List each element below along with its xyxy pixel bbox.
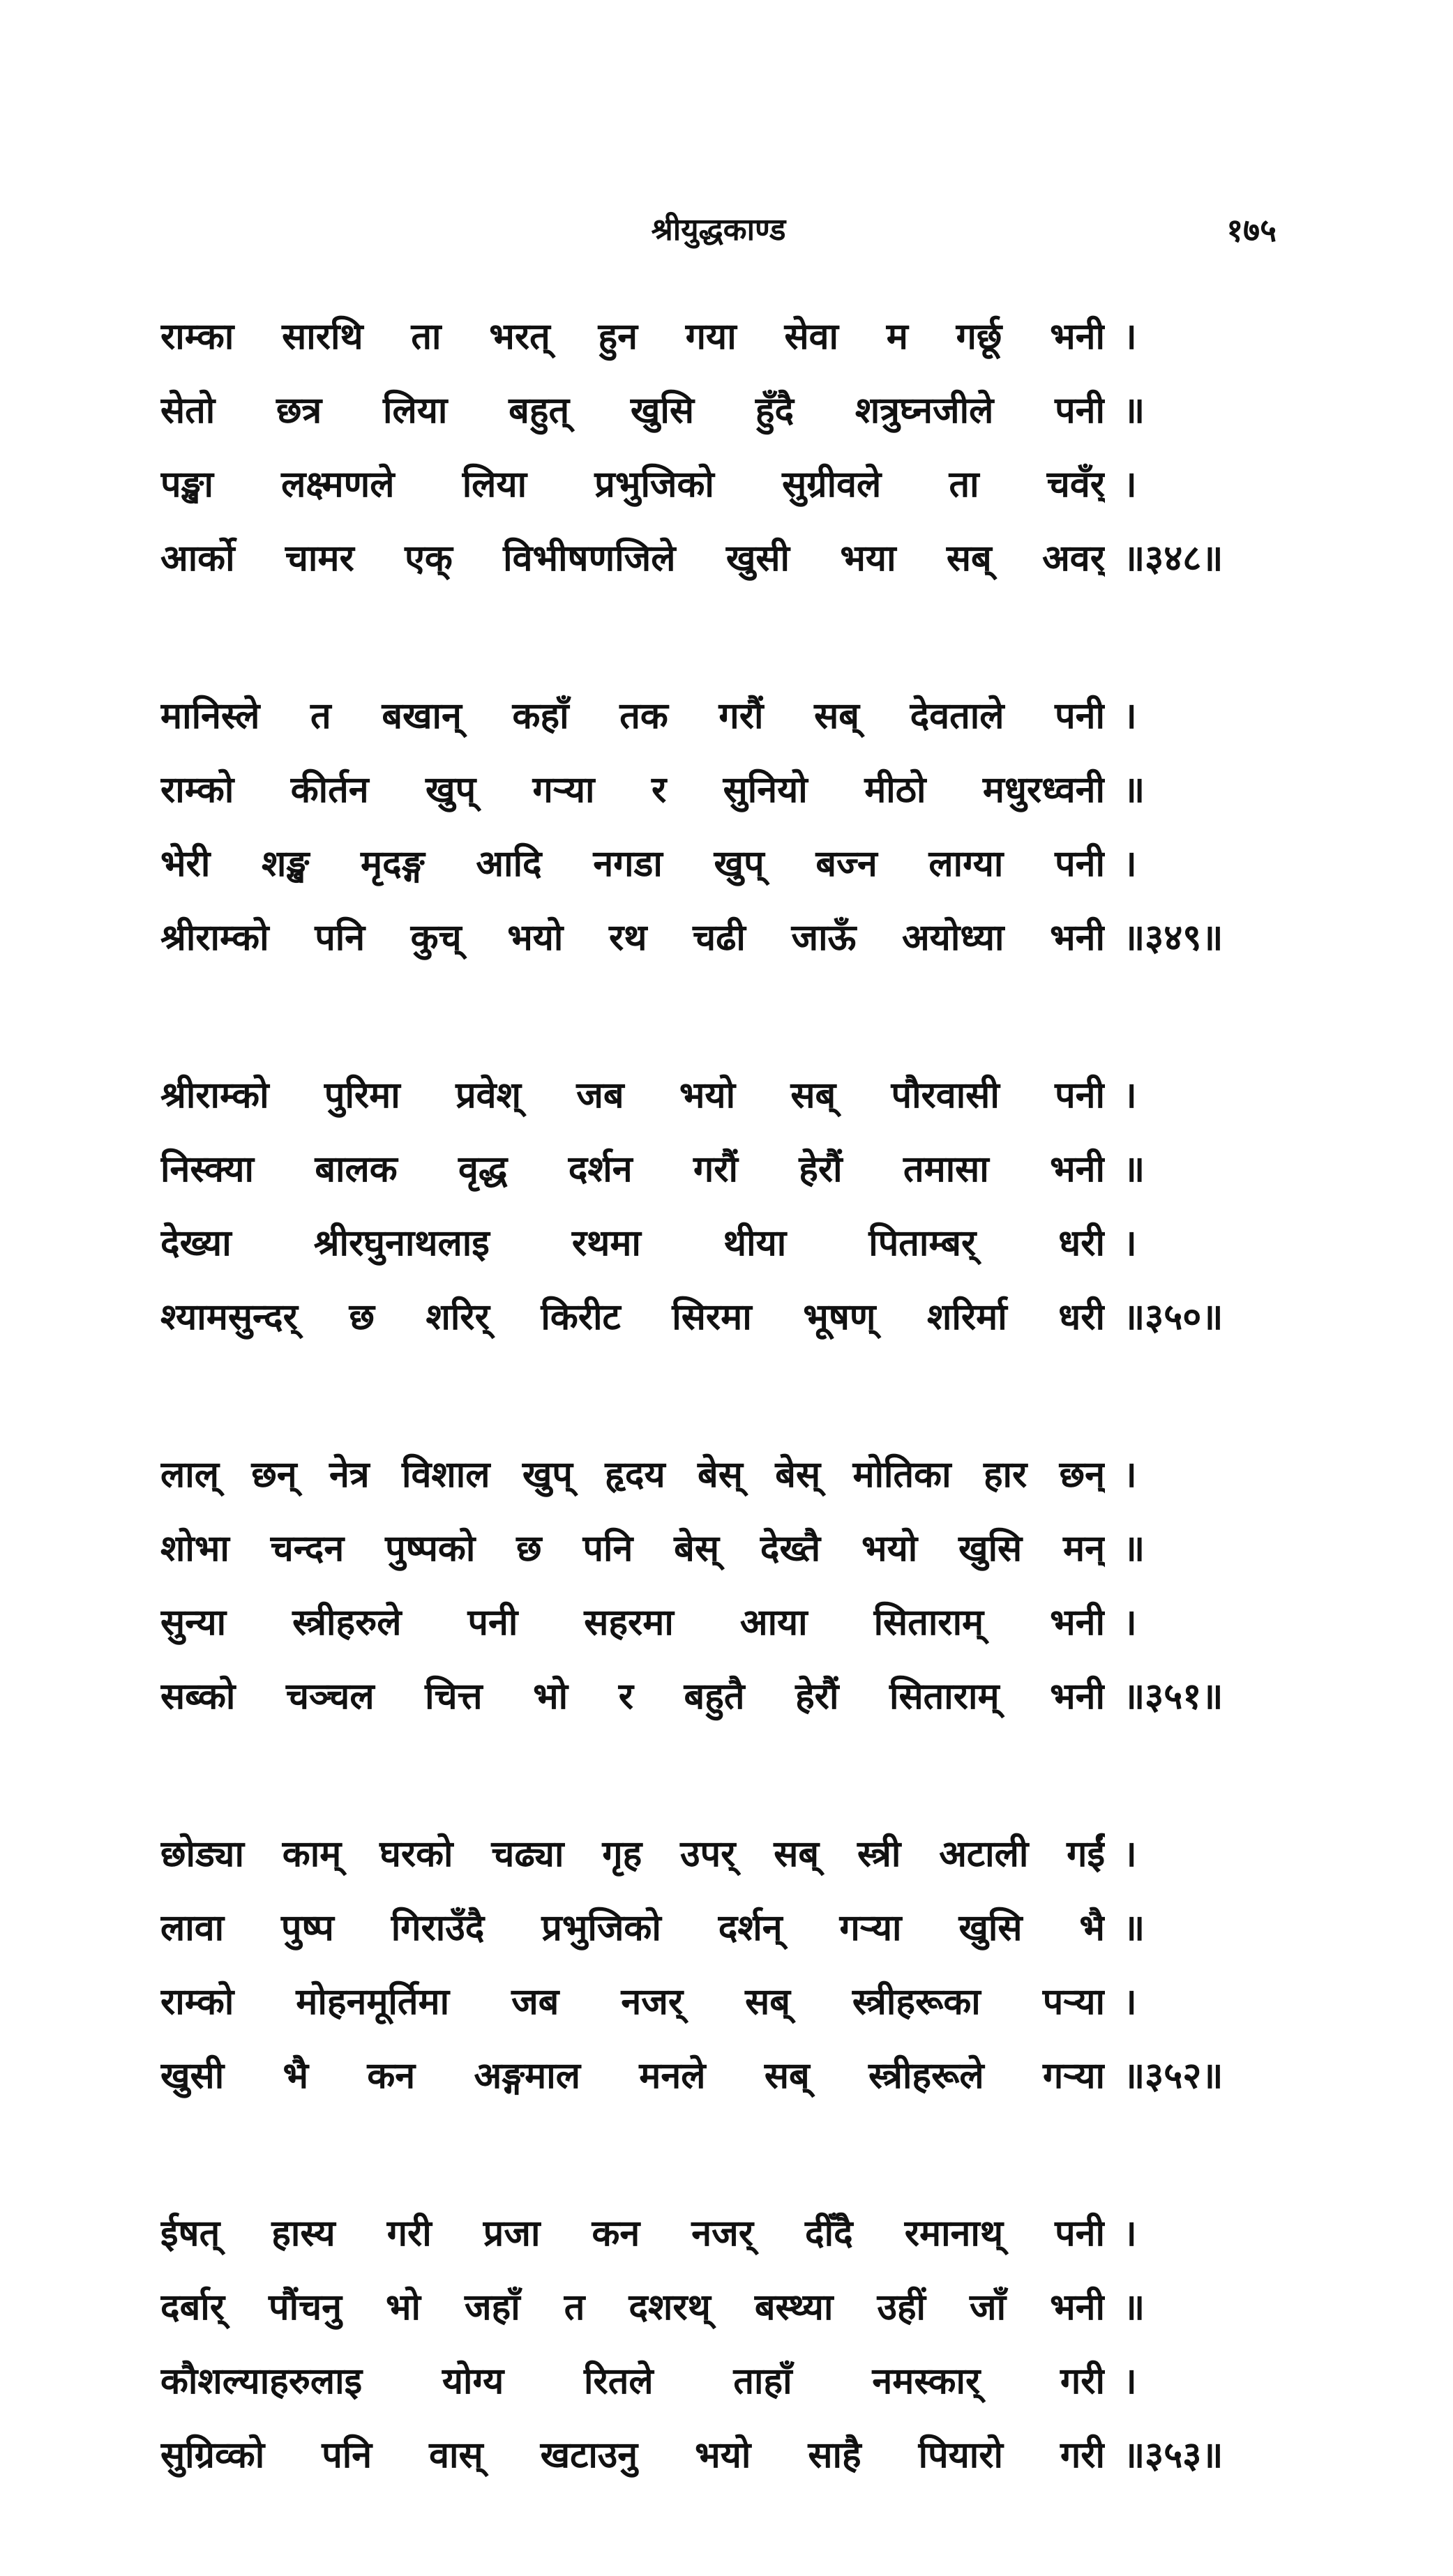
verse-end-mark: । bbox=[1123, 1454, 1137, 1496]
verse-line bbox=[160, 1206, 1277, 1280]
verse-line bbox=[160, 2344, 1277, 2418]
verse-line bbox=[160, 1280, 1277, 1354]
verse-line bbox=[160, 1965, 1277, 2039]
verse-end-mark: ॥ bbox=[1123, 2287, 1145, 2328]
verse-text: भेरी शङ्ख मृदङ्ग आदि नगडा खुप् बज्न लाग्या पनी bbox=[160, 843, 1105, 885]
verse-end-mark: ॥३५१॥ bbox=[1123, 1676, 1224, 1718]
stanza bbox=[160, 679, 1277, 975]
verse-text: आर्को चामर एक् विभीषणजिले खुसी भया सब् अवर् bbox=[160, 538, 1105, 579]
verse-line bbox=[160, 1132, 1277, 1206]
stanza bbox=[160, 1059, 1277, 1354]
verse-line bbox=[160, 300, 1277, 374]
verse-text: मानिस्ले त बखान् कहाँ तक गरौं सब् देवताले पनी bbox=[160, 695, 1105, 737]
verse-end-mark: । bbox=[1123, 2361, 1137, 2402]
verse-line bbox=[160, 1891, 1277, 1965]
verse-line bbox=[160, 1059, 1277, 1132]
verse-line bbox=[160, 2271, 1277, 2344]
verse-line bbox=[160, 1660, 1277, 1734]
verse-line bbox=[160, 753, 1277, 827]
verse-end-mark: । bbox=[1123, 1602, 1137, 1644]
verse-end-mark: ॥ bbox=[1123, 390, 1145, 432]
page-header bbox=[160, 202, 1277, 258]
stanza bbox=[160, 300, 1277, 596]
verse-text: राम्का सारथि ता भरत् हुन गया सेवा म गर्छू भनी bbox=[160, 316, 1105, 358]
verse-text: कौशल्याहरुलाइ योग्य रितले ताहाँ नमस्कार् गरी bbox=[160, 2361, 1105, 2402]
verse-text: राम्को मोहनमूर्तिमा जब नजर् सब् स्त्रीहरूका पऱ्या bbox=[160, 1981, 1105, 2023]
page-number: १७५ bbox=[1226, 211, 1277, 249]
verse-end-mark: । bbox=[1123, 2213, 1137, 2255]
verse-body bbox=[160, 300, 1277, 2576]
verse-line bbox=[160, 2418, 1277, 2492]
verse-line bbox=[160, 2039, 1277, 2113]
verse-end-mark: । bbox=[1123, 316, 1137, 358]
verse-line bbox=[160, 448, 1277, 522]
verse-text: श्रीराम्को पुरिमा प्रवेश् जब भयो सब् पौरवासी पनी bbox=[160, 1075, 1105, 1116]
verse-end-mark: ॥३४८॥ bbox=[1123, 538, 1224, 579]
verse-end-mark: । bbox=[1123, 1833, 1137, 1875]
verse-text: सुग्रिव्को पनि वास् खटाउनु भयो साहै पियारो गरी bbox=[160, 2434, 1105, 2476]
verse-end-mark: । bbox=[1123, 843, 1137, 885]
verse-text: सब्को चञ्चल चित्त भो र बहुतै हेरौं सिताराम् भनी bbox=[160, 1676, 1105, 1718]
verse-end-mark: ॥ bbox=[1123, 1907, 1145, 1949]
verse-text: श्यामसुन्दर् छ शरिर् किरीट सिरमा भूषण् शरिर्मा धरी bbox=[160, 1296, 1105, 1338]
stanza bbox=[160, 2197, 1277, 2492]
verse-text: पङ्खा लक्ष्मणले लिया प्रभुजिको सुग्रीवले ता चवँर् bbox=[160, 464, 1105, 506]
stanza bbox=[160, 1817, 1277, 2113]
verse-text: निस्क्या बालक वृद्ध दर्शन गरौं हेरौं तमासा भनी bbox=[160, 1149, 1105, 1190]
verse-line bbox=[160, 2197, 1277, 2271]
verse-text: दर्बार् पौंचनु भो जहाँ त दशरथ् बस्थ्या उहीं जाँ भनी bbox=[160, 2287, 1105, 2328]
verse-end-mark: ॥३४९॥ bbox=[1123, 917, 1224, 959]
verse-end-mark: ॥ bbox=[1123, 769, 1145, 811]
verse-text: लावा पुष्प गिराउँदै प्रभुजिको दर्शन् गऱ्या खुसि भै bbox=[160, 1907, 1105, 1949]
verse-text: छोड्या काम् घरको चढ्या गृह उपर् सब् स्त्री अटाली गईं bbox=[160, 1833, 1105, 1875]
verse-end-mark: ॥३५०॥ bbox=[1123, 1296, 1224, 1338]
verse-text: शोभा चन्दन पुष्पको छ पनि बेस् देख्तै भयो खुसि मन् bbox=[160, 1528, 1105, 1570]
verse-line bbox=[160, 1438, 1277, 1512]
verse-text: ईषत् हास्य गरी प्रजा कन नजर् दीँदै रमानाथ् पनी bbox=[160, 2213, 1105, 2255]
verse-text: खुसी भै कन अङ्गमाल मनले सब् स्त्रीहरूले गऱ्या bbox=[160, 2055, 1105, 2097]
verse-end-mark: ॥ bbox=[1123, 1528, 1145, 1570]
verse-text: सेतो छत्र लिया बहुत् खुसि हुँदै शत्रुघ्नजीले पनी bbox=[160, 390, 1105, 432]
verse-text: देख्या श्रीरघुनाथलाइ रथमा थीया पिताम्बर् धरी bbox=[160, 1222, 1105, 1264]
verse-text: लाल् छन् नेत्र विशाल खुप् हृदय बेस् बेस् मोतिका हार छन् bbox=[160, 1454, 1105, 1496]
verse-line bbox=[160, 1586, 1277, 1660]
verse-end-mark: । bbox=[1123, 1981, 1137, 2023]
verse-end-mark: ॥३५३॥ bbox=[1123, 2434, 1224, 2476]
running-head: श्रीयुद्धकाण्ड bbox=[651, 212, 786, 248]
verse-text: राम्को कीर्तन खुप् गऱ्या र सुनियो मीठो मधुरध्वनी bbox=[160, 769, 1105, 811]
verse-line bbox=[160, 374, 1277, 448]
verse-end-mark: । bbox=[1123, 1222, 1137, 1264]
verse-line bbox=[160, 522, 1277, 596]
verse-line bbox=[160, 901, 1277, 975]
stanza bbox=[160, 1438, 1277, 1734]
verse-end-mark: । bbox=[1123, 464, 1137, 506]
verse-text: श्रीराम्को पनि कुच् भयो रथ चढी जाऊँ अयोध्या भनी bbox=[160, 917, 1105, 959]
verse-line bbox=[160, 1512, 1277, 1586]
verse-line bbox=[160, 1817, 1277, 1891]
verse-line bbox=[160, 679, 1277, 753]
verse-end-mark: ॥३५२॥ bbox=[1123, 2055, 1224, 2097]
verse-end-mark: ॥ bbox=[1123, 1149, 1145, 1190]
verse-text: सुन्या स्त्रीहरुले पनी सहरमा आया सिताराम् भनी bbox=[160, 1602, 1105, 1644]
verse-end-mark: । bbox=[1123, 695, 1137, 737]
verse-line bbox=[160, 827, 1277, 901]
verse-end-mark: । bbox=[1123, 1075, 1137, 1116]
